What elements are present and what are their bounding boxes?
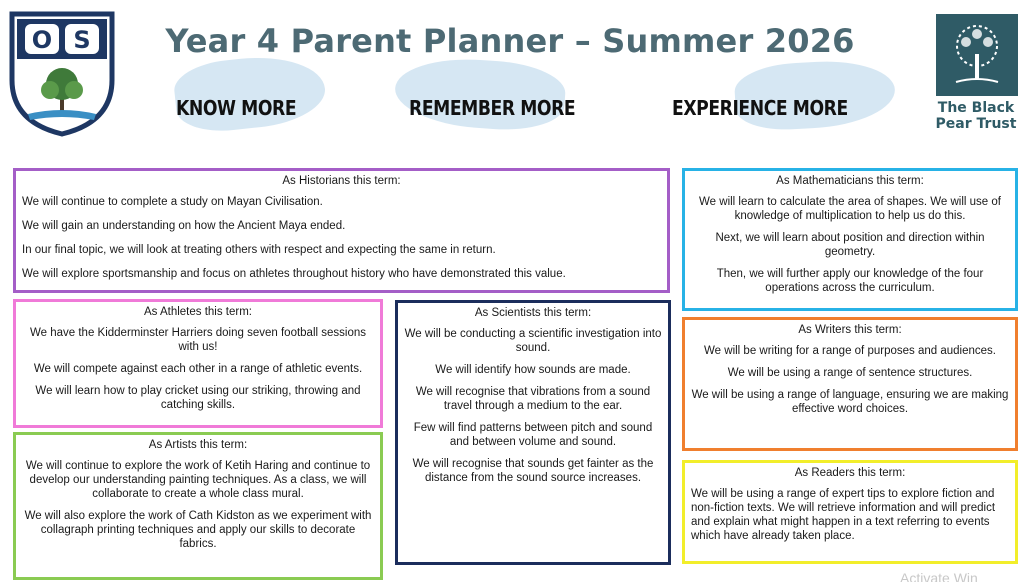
panel-point: We will compete against each other in a range of athletic events. (33, 363, 363, 375)
crest-letter-o: O (31, 26, 53, 54)
panel-point: We will be writing for a range of purposes and audiences. (704, 345, 996, 357)
trust-name-line1: The Black (937, 100, 1015, 116)
panel-heading: As Athletes this term: (143, 306, 252, 318)
panel-point: We will be using a range of sentence structures. (727, 367, 973, 379)
panel-heading: As Scientists this term: (474, 307, 592, 319)
panel-point: In our final topic, we will look at treating others with respect and expecting the same in return. (22, 244, 496, 256)
panel-point: We will be conducting a scientific investigation into sound. (404, 328, 662, 354)
panel-heading: As Readers this term: (794, 467, 906, 479)
athletes-panel (13, 299, 383, 428)
panel-heading: As Mathematicians this term: (776, 175, 924, 187)
scientists-panel (395, 300, 671, 565)
blue-paint-blob (172, 50, 328, 135)
panel-point: We have the Kidderminster Harriers doing seven football sessions with us! (29, 327, 366, 353)
panel-point: We will continue to explore the work of Ketih Haring and continue to develop our understanding painting techniques. As a class, we will collaborate to create a whole class mural. (25, 460, 371, 500)
historians-panel (13, 168, 670, 293)
trust-name-line2: Pear Trust (935, 116, 1017, 132)
activation-watermark: Activate Win (900, 570, 978, 582)
panel-point: We will explore sportsmanship and focus on athletes throughout history who have demonstrated this value. (22, 268, 566, 280)
panel-point: We will continue to complete a study on Mayan Civilisation. (22, 196, 323, 208)
blue-paint-blob (733, 58, 896, 132)
page-title: Year 4 Parent Planner – Summer 2026 (165, 22, 855, 60)
readers-panel (682, 460, 1018, 564)
panel-point: We will be using a range of language, ensuring we are making effective word choices. (691, 389, 1009, 415)
tree-logo-icon (936, 14, 1018, 96)
panel-heading: As Historians this term: (282, 175, 401, 187)
panel-point: We will identify how sounds are made. (435, 364, 631, 376)
writers-panel (682, 317, 1018, 451)
trust-name (926, 100, 1024, 132)
panel-point: We will recognise that vibrations from a sound travel through a medium to the ear. (415, 386, 651, 412)
tagline-remember-more: REMEMBER MORE (409, 96, 576, 120)
panel-point: We will be using a range of expert tips to explore fiction and non-fiction texts. We will retrieve information and will predict and explain what might happen in a text referring to events which have already taken place. (691, 488, 996, 542)
crest-letter-s: S (73, 26, 91, 54)
panel-point: We will learn how to play cricket using our striking, throwing and catching skills. (35, 385, 361, 411)
panel-point: We will learn to calculate the area of shapes. We will use of knowledge of multiplication to help us do this. (699, 196, 1001, 222)
panel-point: We will recognise that sounds get fainter as the distance from the sound source increases. (412, 458, 654, 484)
panel-point: Next, we will learn about position and direction within geometry. (715, 232, 985, 258)
panel-heading: As Artists this term: (148, 439, 248, 451)
panel-heading: As Writers this term: (798, 324, 902, 336)
mathematicians-panel (682, 168, 1018, 311)
blue-paint-blob (393, 54, 567, 134)
school-crest-logo (8, 10, 116, 138)
artists-panel (13, 432, 383, 580)
panel-point: We will gain an understanding on how the Ancient Maya ended. (22, 220, 346, 232)
tagline-experience-more: EXPERIENCE MORE (672, 96, 848, 120)
panel-point: Few will find patterns between pitch and sound and between volume and sound. (413, 422, 653, 448)
panel-point: Then, we will further apply our knowledge of the four operations across the curriculum. (716, 268, 984, 294)
panel-point: We will also explore the work of Cath Kidston as we experiment with collagraph printing techniques and apply our skills to decorate fabrics. (24, 510, 372, 550)
tagline-know-more: KNOW MORE (176, 96, 297, 120)
